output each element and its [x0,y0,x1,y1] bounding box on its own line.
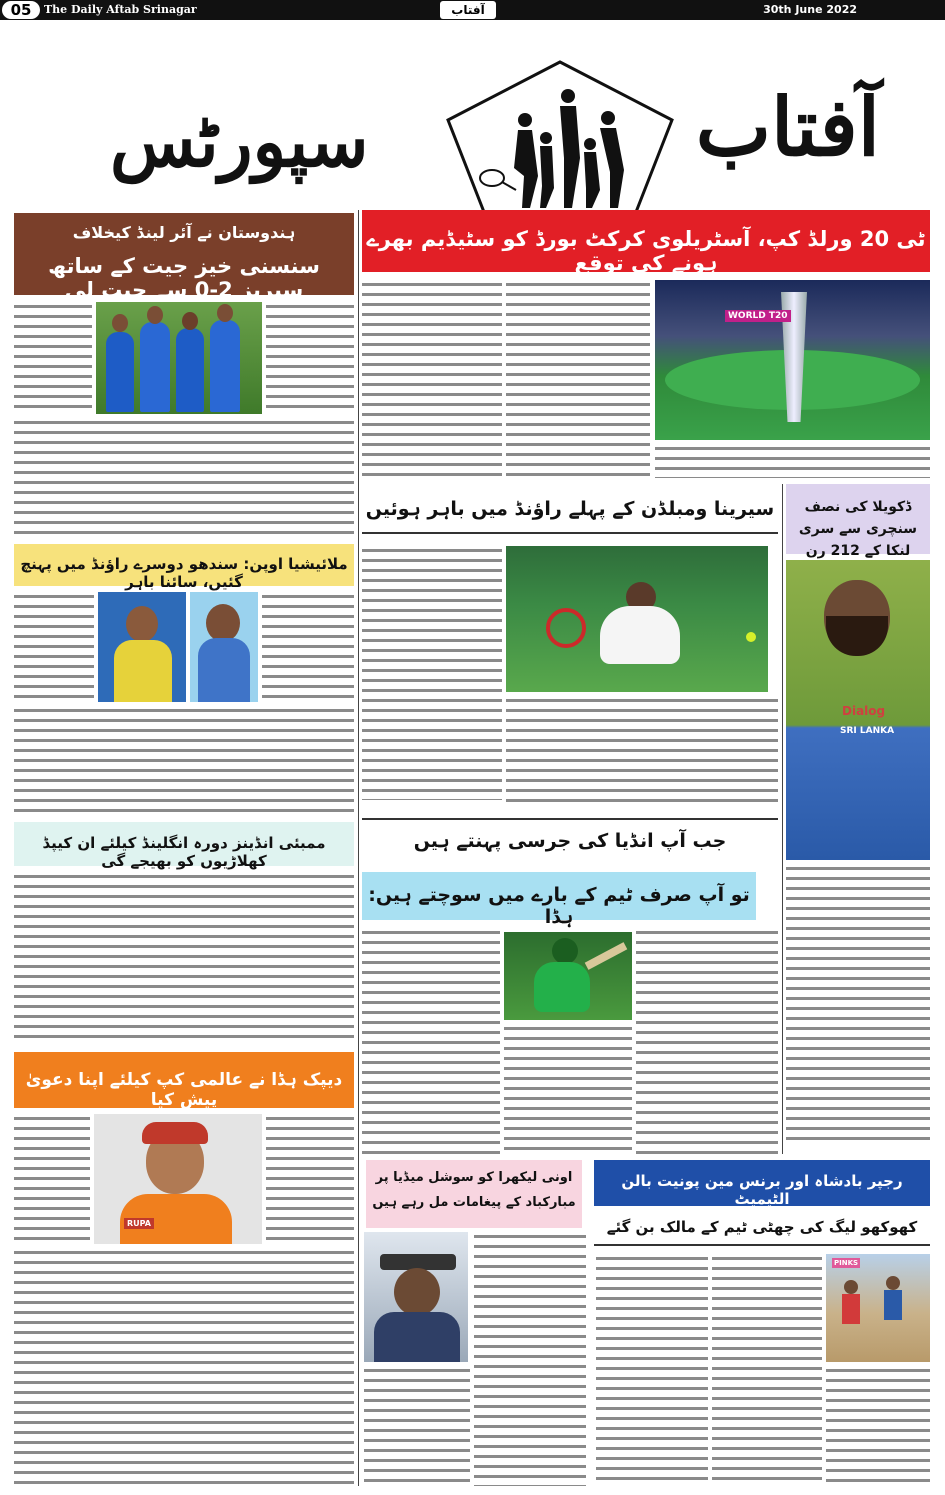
india-ireland-header [14,213,354,302]
kho-badge-label: PINKS [834,1259,859,1267]
serena-photo [506,546,768,692]
avni-headline-1: اونی لیکھرا کو سوشل میڈیا پر [375,1170,573,1185]
t20-stadium-photo [655,280,930,440]
sports-logo-icon [440,58,680,218]
paper-name: The Daily Aftab Srinagar [44,3,197,16]
malaysia-headline: ملائیشیا اوپن: سندھو دوسرے راؤنڈ میں پہنچ گئیں، سائنا باہر [20,555,348,591]
mumbai-body [14,872,354,1044]
dickwella-photo [786,560,930,860]
avni-header [366,1160,582,1228]
kho-subheader [594,1210,930,1246]
top-bar [0,0,945,20]
avni-body-right [474,1232,586,1486]
india-ireland-body-left [14,302,92,414]
kho-headline-2: کھوکھو لیگ کی چھٹی ٹیم کے مالک بن گئے [606,1218,918,1236]
deepak-header [14,1052,354,1108]
kho-body-col3 [596,1254,708,1486]
column-divider [782,484,783,1154]
hooda-batting-photo [504,932,632,1020]
dickwella-headline: ڈکویلا کی نصف سنچری سے سری لنکا کے 212 رن [798,499,918,559]
t20-headline: ٹی 20 ورلڈ کپ، آسٹریلوی کرکٹ بورڈ کو سٹیڈیم بھرے ہونے کی توقع [366,227,926,275]
avni-body-left [364,1366,470,1486]
india-team-photo [96,302,262,414]
india-ireland-body-right [266,302,354,414]
india-ireland-headline-2: سنسنی خیز جیت کے ساتھ سیریز 2-0 سے جیت لی [48,254,320,302]
dickwella-header [786,484,930,559]
serena-header [362,486,778,534]
saina-photo [98,592,186,702]
kho-body-col1 [826,1366,930,1486]
mumbai-headline: ممبئی انڈینز دورہ انگلینڈ کیلئے ان کیپڈ کھلاڑیوں کو بھیجے گی [42,834,326,870]
jersey-headline-1: جب آپ انڈیا کی جرسی پہنتے ہیں [413,830,727,852]
dickwella-jersey-label: SRI LANKA [840,726,895,736]
column-divider [358,210,359,1486]
sindhu-photo [190,592,258,702]
india-ireland-body-bottom [14,418,354,536]
kho-body-col2 [712,1254,822,1486]
t20-body-caption [655,444,930,478]
dickwella-sponsor-label: Dialog [842,704,886,718]
deepak-body-bottom [14,1248,354,1486]
issue-date: 30th June 2022 [763,3,857,16]
deepak-body-left [14,1114,90,1244]
india-ireland-headline-1: ہندوستان نے آئر لینڈ کیخلاف [72,223,296,242]
jersey-headline-2: تو آپ صرف ٹیم کے بارے میں سوچتے ہیں: ہڈا [368,884,750,928]
kho-header [594,1160,930,1206]
masthead-title: آفتاب [695,80,880,174]
serena-headline: سیرینا ومبلڈن کے پہلے راؤنڈ میں باہر ہوئیں [365,498,775,520]
jersey-body-right [636,928,778,1154]
jersey-body-mid [504,1024,632,1154]
malaysia-body-right [262,592,354,702]
mumbai-header [14,822,354,870]
malaysia-body-bottom [14,706,354,814]
hooda-sponsor-label: RUPA [124,1218,154,1229]
jersey-header-line2 [362,872,756,928]
masthead-subtitle: سپورٹس [110,100,369,183]
jersey-body-left [362,928,500,1154]
serena-body-left [362,546,502,800]
jersey-header-line1 [362,818,778,866]
masthead [90,40,910,200]
hooda-photo [94,1114,262,1244]
malaysia-header [14,544,354,591]
dickwella-body [786,864,930,1146]
t20-trophy-label: WORLD T20 [725,310,791,322]
serena-body-bottom [506,696,778,808]
deepak-headline: دیپک ہڈا نے عالمی کپ کیلئے اپنا دعویٰ پیش کیا [25,1070,343,1110]
t20-header [362,210,930,275]
page-number: 05 [2,1,40,19]
center-logo: آفتاب [440,1,496,19]
kho-headline-1: رجپر بادشاہ اور برنس مین پونیت بالن الٹیمیٹ [621,1172,903,1208]
malaysia-body-left [14,592,94,702]
kho-kho-photo [826,1254,930,1362]
deepak-body-right [266,1114,354,1244]
avni-shooting-photo [364,1232,468,1362]
t20-body-col3 [362,280,502,478]
t20-body-col2 [506,280,650,478]
avni-headline-2: مبارکباد کے پیغامات مل رہے ہیں [372,1195,576,1210]
